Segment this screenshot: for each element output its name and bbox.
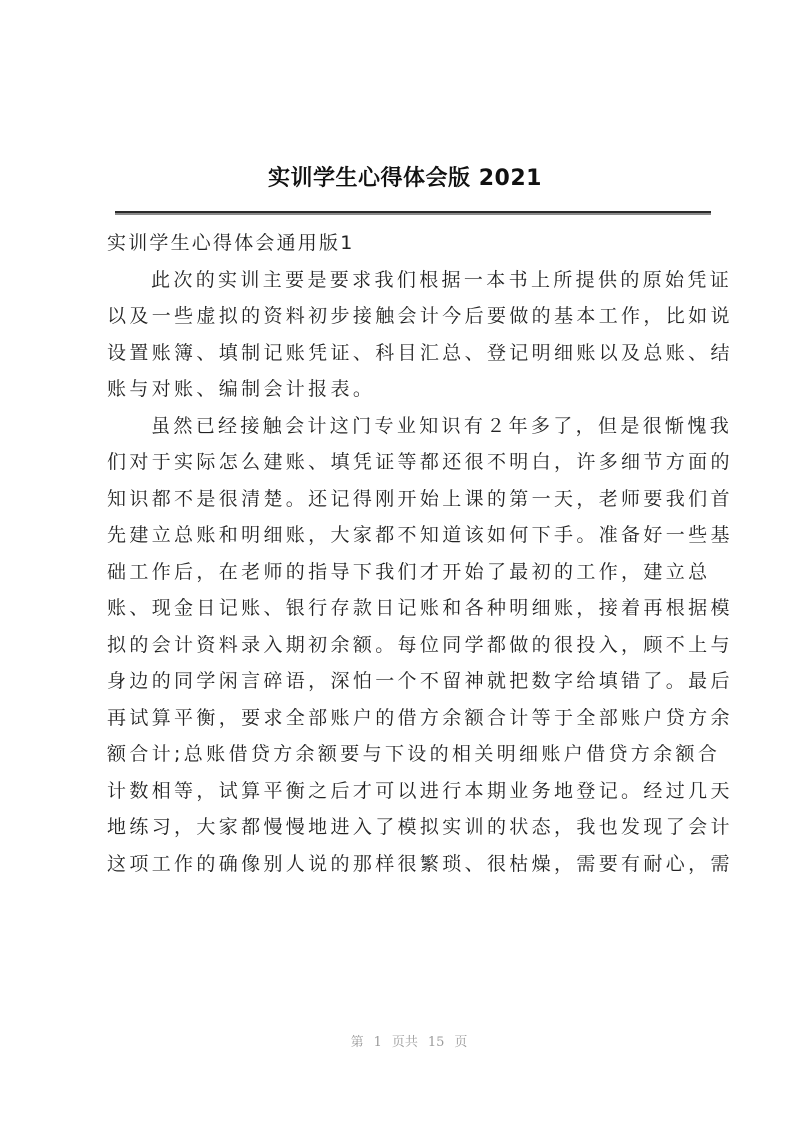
- title-divider-shadow: [115, 213, 711, 215]
- paragraph-line: 这项工作的确像别人说的那样很繁琐、很枯燥，需要有耐心，需: [107, 852, 733, 875]
- paragraph-line: 账与对账、编制会计报表。: [107, 378, 376, 400]
- paragraph-line: 此次的实训主要是要求我们根据一本书上所提供的原始凭证: [151, 268, 733, 291]
- paragraph-line: 知识都不是很清楚。还记得刚开始上课的第一天，老师要我们首: [107, 487, 733, 510]
- footer-suffix: 页: [454, 1035, 468, 1050]
- footer-total-pages: 15: [427, 1035, 445, 1050]
- paragraph-line: 额合计;总账借贷方余额要与下设的相关明细账户借贷方余额合: [107, 743, 721, 765]
- paragraph-line: 先建立总账和明细账，大家都不知道该如何下手。准备好一些基: [107, 524, 733, 546]
- paragraph-line: 们对于实际怎么建账、填凭证等都还很不明白，许多细节方面的: [107, 451, 733, 473]
- paragraph-line: 再试算平衡，要求全部账户的借方余额合计等于全部账户贷方余: [107, 706, 733, 729]
- footer-current-page: 1: [373, 1035, 382, 1050]
- document-body: [107, 225, 733, 955]
- paragraph-1: [107, 262, 733, 408]
- document-title: 实训学生心得体会版 2021: [268, 166, 542, 191]
- paragraph-line: 账、现金日记账、银行存款日记账和各种明细账，接着再根据模: [107, 597, 733, 619]
- paragraph-line: 设置账簿、填制记账凭证、科目汇总、登记明细账以及总账、结: [107, 341, 733, 364]
- paragraph-line: 地练习，大家都慢慢地进入了模拟实训的状态，我也发现了会计: [107, 816, 733, 838]
- paragraph-line: 身边的同学闲言碎语，深怕一个不留神就把数字给填错了。最后: [107, 670, 733, 692]
- paragraph-line: [107, 919, 717, 956]
- paragraph-line: 虽然已经接触会计这门专业知识有２年多了，但是很惭愧我: [151, 414, 733, 437]
- footer-prefix: 第: [350, 1035, 364, 1050]
- paragraph-line: 拟的会计资料录入期初余额。每位同学都做的很投入，顾不上与: [107, 633, 733, 656]
- paragraph-line: [107, 882, 717, 919]
- paragraph-line: 础工作后，在老师的指导下我们才开始了最初的工作，建立总: [107, 560, 711, 583]
- footer-middle: 页共: [391, 1035, 418, 1050]
- paragraph-2: [107, 408, 733, 956]
- page-footer: [0, 1031, 800, 1050]
- section-subtitle: 实训学生心得体会通用版1: [107, 232, 355, 254]
- paragraph-line: 计数相等，试算平衡之后才可以进行本期业务地登记。经过几天: [107, 779, 733, 802]
- paragraph-line: 以及一些虚拟的资料初步接触会计今后要做的基本工作，比如说: [107, 305, 733, 327]
